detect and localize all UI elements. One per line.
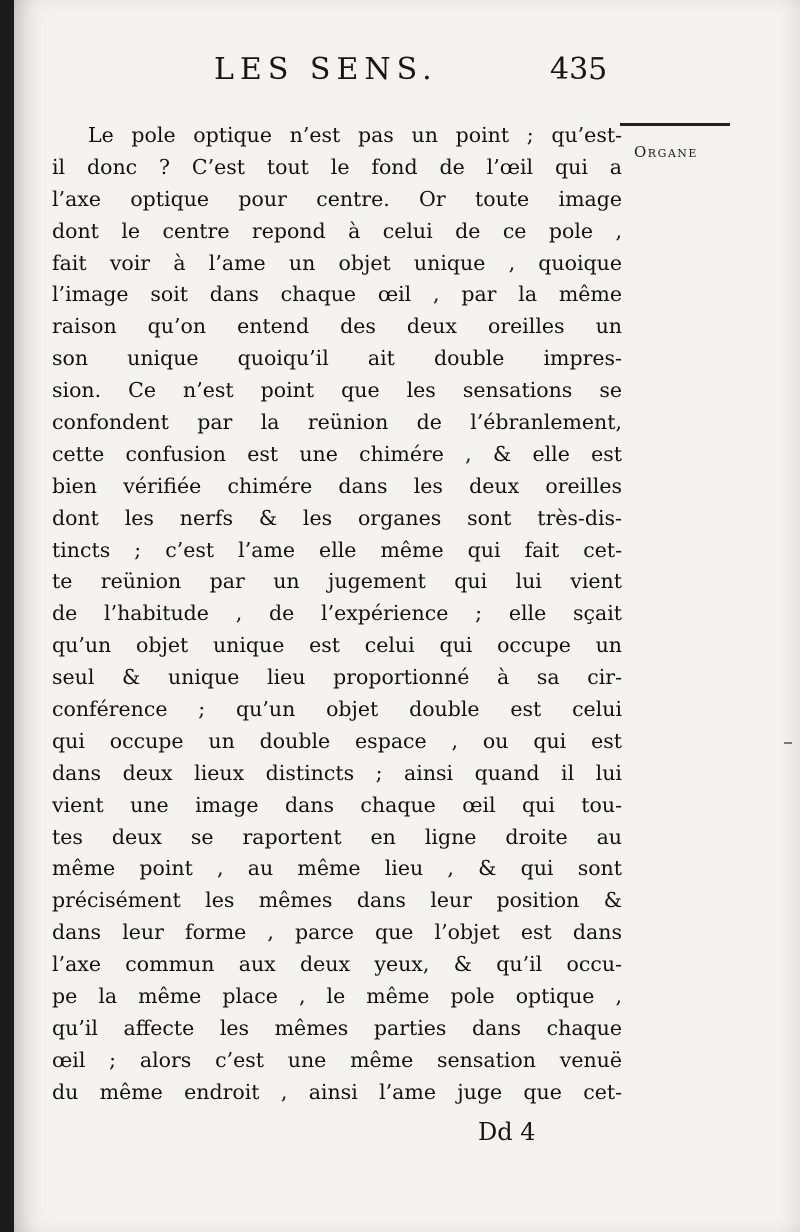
- text-line: qui occupe un double espace , ou qui est: [52, 728, 622, 753]
- text-line: Le pole optique n’est pas un point ; qu’est-: [88, 123, 622, 147]
- text-line: dans leur forme , parce que l’objet est dans: [52, 920, 622, 945]
- running-title: LES SENS.: [214, 52, 438, 87]
- margin-rule: [620, 123, 730, 126]
- text-line: même point , au même lieu , & qui sont: [52, 856, 622, 881]
- text-line: seul & unique lieu proportionné à sa cir-: [52, 665, 622, 690]
- text-line: il donc ? C’est tout le fond de l’œil qui a: [52, 154, 622, 179]
- text-line: fait voir à l’ame un objet unique , quoique: [52, 250, 622, 275]
- text-line: l’image soit dans chaque œil , par la même: [52, 282, 622, 307]
- text-line: qu’il affecte les mêmes parties dans chaque: [52, 1015, 622, 1040]
- text-line: sion. Ce n’est point que les sensations se: [52, 378, 622, 403]
- text-line: raison qu’on entend des deux oreilles un: [52, 314, 622, 339]
- text-line: qu’un objet unique est celui qui occupe un: [52, 633, 622, 658]
- text-line: bien vérifiée chimére dans les deux oreilles: [52, 473, 622, 498]
- text-line: pe la même place , le même pole optique ,: [52, 984, 622, 1009]
- margin-note: Organe: [634, 143, 698, 161]
- text-line: précisément les mêmes dans leur position &: [52, 888, 622, 913]
- page-number: 435: [550, 52, 608, 87]
- signature-mark: Dd 4: [478, 1118, 536, 1146]
- text-line: vient une image dans chaque œil qui tou-: [52, 792, 622, 817]
- text-line: l’axe commun aux deux yeux, & qu’il occu-: [52, 952, 622, 977]
- text-line: dans deux lieux distincts ; ainsi quand il lui: [52, 760, 622, 785]
- text-line: l’axe optique pour centre. Or toute image: [52, 186, 622, 211]
- text-line: œil ; alors c’est une même sensation venuë: [52, 1047, 622, 1072]
- text-line: de l’habitude , de l’expérience ; elle sçait: [52, 601, 622, 626]
- text-line: tincts ; c’est l’ame elle même qui fait cet-: [52, 537, 622, 562]
- text-line: cette confusion est une chimére , & elle est: [52, 441, 622, 466]
- text-line: te reünion par un jugement qui lui vient: [52, 569, 622, 594]
- text-line: du même endroit , ainsi l’ame juge que cet-: [52, 1079, 622, 1104]
- margin-tick: [784, 742, 792, 744]
- text-line: son unique quoiqu’il ait double impres-: [52, 346, 622, 371]
- body-text: [52, 120, 622, 1109]
- text-line: dont les nerfs & les organes sont très-dis-: [52, 505, 622, 530]
- text-line: conférence ; qu’un objet double est celui: [52, 697, 622, 722]
- text-line: tes deux se raportent en ligne droite au: [52, 824, 622, 849]
- text-line: dont le centre repond à celui de ce pole ,: [52, 218, 622, 243]
- text-line: confondent par la reünion de l’ébranlement,: [52, 410, 622, 435]
- book-page: [14, 0, 800, 1232]
